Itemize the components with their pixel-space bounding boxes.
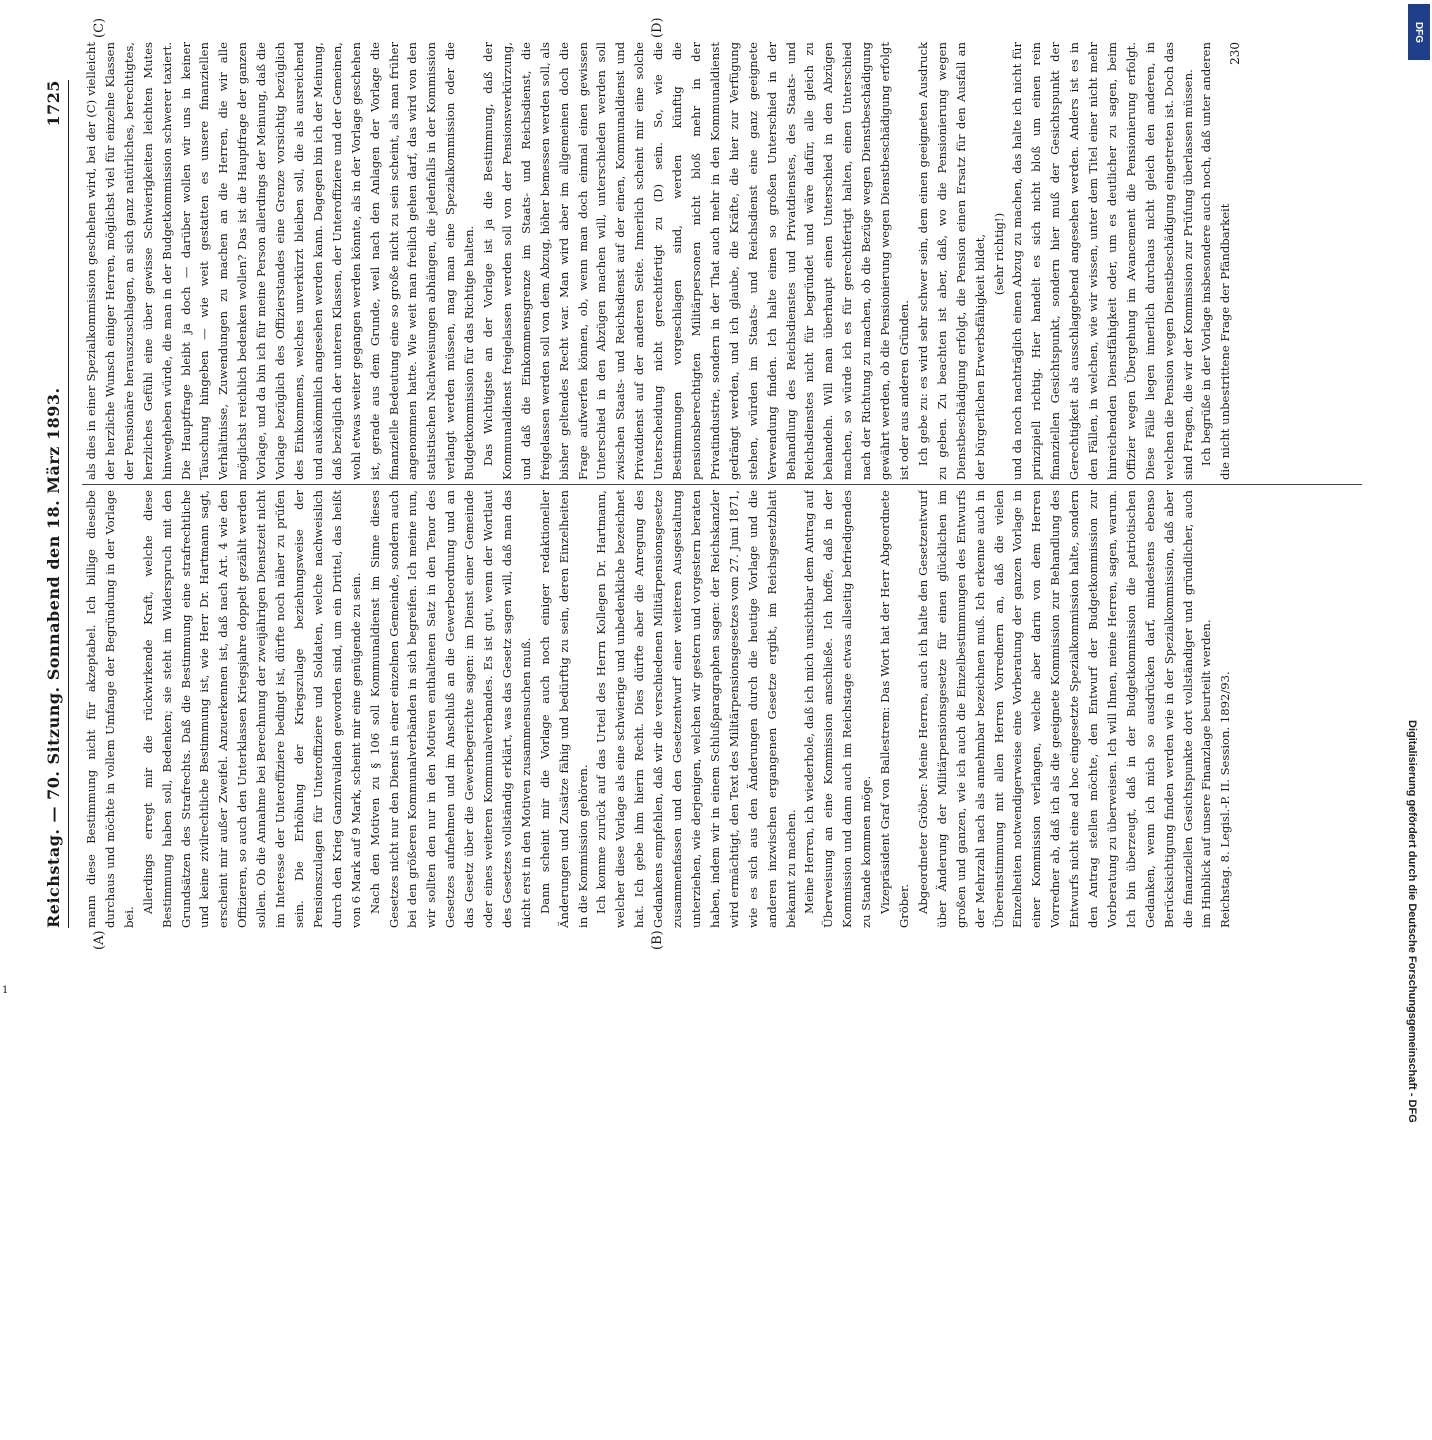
bottom-page-number: 230 — [1228, 42, 1242, 65]
speaker-paragraph: Abgeordneter Gröber: Meine Herren, auch ich halte den Gesetzentwurf über Änderung der Militärpensionsgesetze für einen glücklichen im großen und ganzen, wie ich auch die Einzelbestimmungen des Entwurfs der Mehrzahl nach als annehmbar bezeichnen muß. Ich erkenne auch in Übereinstimmung mit allen Herren Vorrednern an, daß die vielen Einzelheiten notwendigerweise eine Vorberatung der ganzen Vorlage in einer Kommission verlangen, welche aber darin von dem Herren Vorredner ab, daß ich als die geeignete Kommission zur Behandlung des Entwurfs nicht eine ad hoc eingesetzte Spezialkommission halte, sondern den Antrag stellen möchte, den Entwurf der Budgetkommission zur Vorberatung zu überweisen. Ich will Ihnen, meine Herren, sagen, warum. Ich bin überzeugt, daß in der Budgetkommission die patriotischen Gedanken, wenn ich mich so ausdrücken darf, mindestens ebenso Berücksichtigung finden werden wie in der Spezialkommission, daß aber die finanziellen Gesichtspunkte dort vollständiger und gründlicher, auch im Hinblick auf unsere Finanzlage beurteilt werden. — [915, 490, 1214, 928]
stamp-text: Digitalisierung gefördert durch die Deutsche Forschungsgemeinschaft - DFG — [1406, 720, 1418, 1123]
margin-marker-b: (B) — [650, 930, 665, 950]
paragraph: Ich begrüße in der Vorlage insbesondere auch noch, daß unter anderen die nicht unbestrittene Frage der Pfändbarkeit — [1199, 42, 1232, 480]
corner-mark: 1 — [2, 985, 9, 996]
dfg-logo-text: DFG — [1413, 21, 1425, 43]
paragraph: Meine Herren, ich wiederhole, daß ich mich unsichtbar dem Antrag auf Überweisung an eine Kommission anschließe. Ich hoffe, daß in der Kommission und dann auch im Reichstage etwas allseitig befriedigendes zu Stande kommen möge. — [802, 490, 874, 928]
interjection: (sehr richtig!) — [991, 212, 1006, 296]
digitization-stamp — [1392, 0, 1432, 1123]
left-column — [82, 490, 1232, 928]
paragraph: Dann scheint mir die Vorlage auch noch einiger redaktioneller Änderungen und Zusätze fähig und bedürftig zu sein, deren Einzelheiten in die Kommission gehören. — [537, 490, 590, 928]
header-title: Reichstag. — 70. Sitzung. Sonnabend den 18. März 1893. — [44, 387, 63, 928]
margin-marker-d: (D) — [650, 17, 665, 38]
dfg-logo-icon — [1408, 4, 1430, 60]
paragraph: Das Wichtigste an der Vorlage ist ja die Bestimmung, daß der Kommunaldienst freigelassen werden soll von der Pensionsverkürzung, und daß die Einkommensgrenze im Staats- und Reichsdienst, die freigelassen werden soll von dem Abzug, höher bemessen werden soll, als bisher geltendes Recht war. Man wird aber im allgemeinen doch die Frage aufwerfen können, ob, wenn man doch einmal einen gewissen Unterschied in den Abzügen machen will, unterschieden werden soll zwischen Staats- und Reichsdienst auf der einen, Kommunaldienst und Privatdienst auf der anderen Seite. Innerlich scheint mir eine solche Unterscheidung nicht gerechtfertigt zu (D) sein. So, wie die Bestimmungen vorgeschlagen sind, werden künftig die pensionsberechtigten Militärpersonen nicht bloß mehr in der Privatindustrie, sondern in der That auch mehr in den Kommunaldienst gedrängt werden, und ich glaube, die Kräfte, die hier zur Verfügung stehen, würden im Staats- und Reichsdienst eine ganz geeignete Verwendung finden. Ich halte einen so großen Unterschied in der Behandlung des Reichsdienstes und Privatdienstes, des Staats- und Reichsdienstes nicht für begründet und wäre dafür, alle gleich zu behandeln. Will man überhaupt einen Unterschied in den Abzügen machen, so würde ich es für gerechtfertigt halten, einen Unterschied nach der Richtung zu machen, ob die Bezüge wegen Dienstbeschädigung gewährt werden, ob die Pensionierung wegen Dienstbeschädigung erfolgt ist oder aus anderen Gründen. — [481, 42, 911, 480]
page-number: 1725 — [44, 80, 63, 127]
paragraph: als dies in einer Spezialkommission geschehen wird, bei der (C) vielleicht der herzliche Wunsch einiger Herren, möglichst viel für einzelne Klassen der Pensionäre herauszuschlagen, an sich ganz natürliches, berechtigtes, herzliches Gefühl eine über gewisse Schwierigkeiten leichten Mutes hinwegheben würde, die man in der Budgetkommission schwerer taxiert. Die Hauptfrage bleibt ja doch — darüber wollen wir uns in keiner Täuschung hingeben — wie weit gestatten es unsere finanziellen Verhältnisse, Zuwendungen zu machen an die Herren, die wir alle möglichst reichlich bedenken wollen? Das ist die Hauptfrage der ganzen Vorlage, und da bin ich für meine Person allerdings der Meinung, daß die Vorlage bezüglich des Offizierstandes eine Grenze vorsichtig bezüglich des Einkommens, welches unverkürzt bleiben soll, die als ausreichend und auskömmlich angesehen werden kann. Dagegen bin ich der Meinung, daß bezüglich der unteren Klassen, der Unteroffiziere und der Gemeinen, wohl etwas weiter gegangen werden könnte, als in der Vorlage geschehen ist, gerade aus dem Grunde, weil nach den Anlagen der Vorlage die finanzielle Bedeutung eine so große nicht zu sein scheint, als man früher angenommen hatte. Wie weit man freilich gehen darf, das wird von den statistischen Nachweisungen abhängen, die jedenfalls in der Kommission verlangt werden müssen, mag man eine Spezialkommission oder die Budgetkommission für das Richtige halten. — [84, 42, 477, 480]
paragraph: Ich komme zurück auf das Urteil des Herrn Kollegen Dr. Hartmann, welcher diese Vorlage als eine schwierige und unbedenkliche bezeichnet hat. Ich gebe ihm hierin Recht. Dies dürfte aber die Anregung des Gedankens empfehlen, daß wir die verschiedenen Militärpensionsgesetze zusammenfassen und den Gesetzentwurf einer weiteren Ausgestaltung unterziehen, wie derjenigen, welchen wir gestern und vorgestern beraten haben, indem wir in einem Schlußparagraphen sagen: der Reichskanzler wird ermächtigt, den Text des Militärpensionsgesetzes vom 27. Juni 1871, wie es sich aus den Änderungen durch die heutige Vorlage und die anderen inzwischen ergangenen Gesetze ergibt, im Reichsgesetzblatt bekannt zu machen. — [594, 490, 798, 928]
paragraph: Ich gebe zu: es wird sehr schwer sein, dem einen geeigneten Ausdruck zu geben. Zu beachten ist aber, daß, wo die Pensionierung wegen Dienstbeschädigung erfolgt, die Pension einen Ersatz für den Ausfall an der bürgerlichen Erwerbsfähigkeit bildet, — [915, 42, 987, 480]
paragraph: und da noch nachträglich einen Abzug zu machen, das halte ich nicht für prinzipiell richtig. Hier handelt es sich nicht bloß um einen rein finanziellen Gesichtspunkt, sondern hier muß der Gesichtspunkt der Gerechtigkeit als ausschlaggebend angesehen werden. Anders ist es in den Fällen, in welchen, wie wir wissen, unter dem Titel einer nicht mehr hinreichenden Dienstfähigkeit oder, um es deutlicher zu sagen, beim Offizier wegen Übergehung im Avancement die Pensionierung erfolgt. Diese Fälle liegen innerlich durchaus nicht gleich den anderen, in welchen die Pension wegen Dienstbeschädigung eingetreten ist. Doch das sind Fragen, die wir der Kommission zur Prüfung überlassen müssen. — [1010, 42, 1195, 480]
column-divider — [82, 484, 1362, 485]
margin-marker-c: (C) — [92, 17, 107, 38]
paragraph: Nach den Motiven zu § 106 soll Kommunaldienst im Sinne dieses Gesetzes nicht nur den Dienst in einer einzelnen Gemeinde, sondern auch bei den größeren Kommunalverbänden in sich begreifen. Ich meine nun, wir sollten den nur in den Motiven enthaltenen Satz in den Tenor des Gesetzes aufnehmen und im Anschluß an die Gewerbeordnung und an das Gesetz über die Gewerbegerichte sagen: im Dienst einer Gemeinde oder eines weiteren Kommunalverbandes. Es ist gut, wenn der Wortlaut des Gesetzes vollständig erklärt, was das Gesetz sagen will, daß man das nicht erst in den Motiven zusammensuchen muß. — [367, 490, 533, 928]
page-header — [42, 80, 69, 928]
footer-citation: Reichstag. 8. Legisl.-P. II. Session. 1892/93. — [1218, 671, 1232, 928]
right-column — [82, 42, 1232, 480]
margin-marker-a: (A) — [92, 930, 107, 950]
speaker-paragraph: Vizepräsident Graf von Ballestrem: Das Wort hat der Herr Abgeordnete Gröber. — [878, 490, 911, 928]
paragraph: Allerdings erregt mir die rückwirkende Kraft, welche diese Bestimmung haben soll, Bedenken; sie steht im Widerspruch mit den Grundsätzen des Strafrechts. Daß die Bestimmung eine strafrechtliche und keine zivilrechtliche Bestimmung ist, wie Herr Dr. Hartmann sagt, erscheint mir außer Zweifel. Anzuerkennen ist, daß nach Art. 4 wie den Offizieren, so auch den Unterklassen Kriegsjahre doppelt gezählt werden sollen. Ob die Annahme bei Berechnung der zweijährigen Dienstzeit nicht im Interesse der Unteroffiziere bedingt ist, dürfte noch näher zu prüfen sein. Die Erhöhung der Kriegszulage beziehungsweise der Pensionszulagen für Unteroffiziere und Soldaten, welche nachweislich durch den Krieg Ganzinvaliden geworden sind, um ein Drittel, das heißt von 6 Mark auf 9 Mark, scheint mir eine genügende zu sein. — [140, 490, 363, 928]
paragraph: mann diese Bestimmung nicht für akzeptabel. Ich billige dieselbe durchaus und möchte in vollem Umfange der Begründung in der Vorlage bei. — [84, 490, 136, 928]
